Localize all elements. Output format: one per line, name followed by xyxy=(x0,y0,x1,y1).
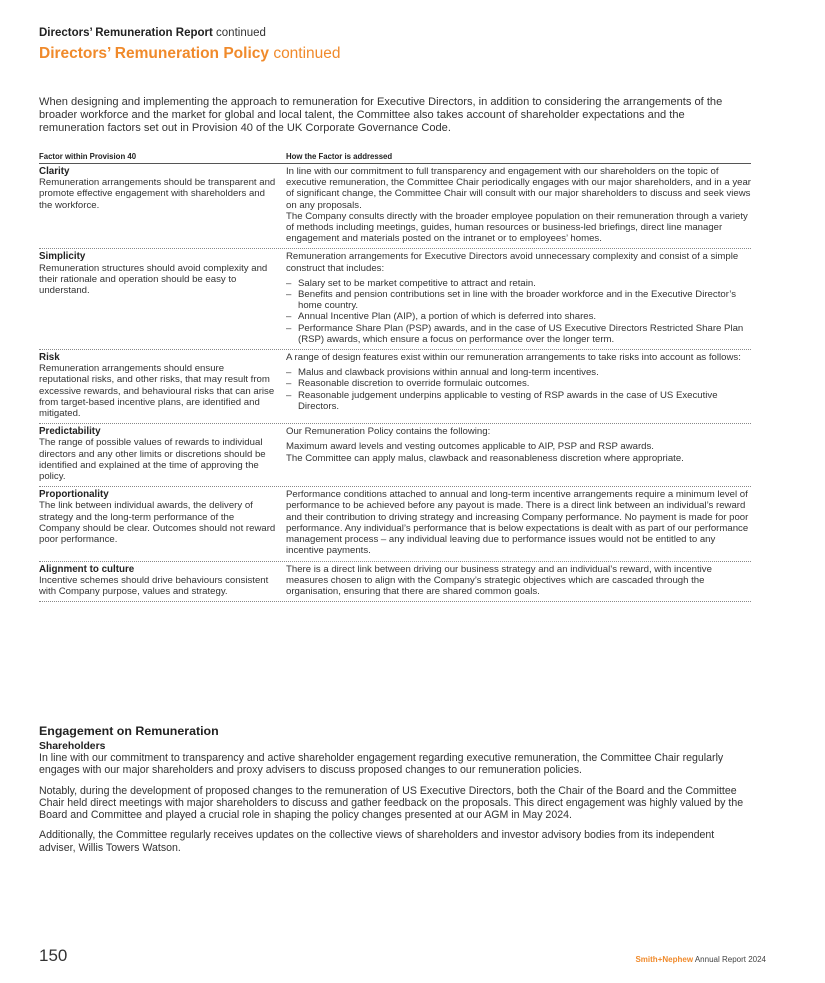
factor-cell xyxy=(39,426,286,482)
factor-title: Alignment to culture xyxy=(39,563,135,575)
factor-cell xyxy=(39,489,286,556)
table-header xyxy=(39,152,751,164)
factor-description: Remuneration arrangements should be transparent and promote effective engagement with shareholders and the workforce. xyxy=(39,177,276,211)
table-row-predictability xyxy=(39,424,751,487)
how-paragraph: Our Remuneration Policy contains the following: xyxy=(286,426,491,438)
how-cell xyxy=(286,489,751,556)
how-paragraph: A range of design features exist within our remuneration arrangements to take risks into account as follows: xyxy=(286,352,741,364)
factor-title: Simplicity xyxy=(39,251,86,263)
engagement-paragraph: Notably, during the development of proposed changes to the remuneration of US Executive Directors, both the Chair of the Board and the Committee Chair held direct meetings with major shareholders to discuss and gather feedback on the proposals. This direct engagement was highly valued by the Board and Committee and played a crucial role in shaping the policy changes presented at our AGM in May 2024. xyxy=(39,784,744,822)
engagement-title: Engagement on Remuneration xyxy=(39,724,219,738)
how-paragraph: In line with our commitment to full transparency and engagement with our shareholders on the topic of executive remuneration, the Committee Chair periodically engages with our major shareholders, and in a year of significant change, the Committee Chair will consult with our major shareholders to discuss and seek views on any proposals. xyxy=(286,166,752,211)
how-cell xyxy=(286,251,751,345)
how-paragraph: Performance conditions attached to annual and long-term incentive arrangements require a minimum level of performance to be achieved before any payout is made. There is a direct link between an individual’s reward and their contribution to driving strategy and increasing Company performance. No payment is made for poor performance. Any individual’s performance that is below expectations is dealt with as part of our performance management process – any individual leaving due to performance issues would not be entitled to any incentive payments. xyxy=(286,489,749,557)
provision-40-table xyxy=(39,152,751,602)
column-header-how: How the Factor is addressed xyxy=(286,152,393,161)
page-number: 150 xyxy=(39,946,68,965)
how-cell xyxy=(286,426,751,482)
section-header xyxy=(39,27,266,39)
factor-description: Incentive schemes should drive behaviours consistent with Company purpose, values and strategy. xyxy=(39,574,269,597)
table-row-clarity xyxy=(39,164,751,249)
factor-title: Risk xyxy=(39,352,60,364)
factor-description: The link between individual awards, the delivery of strategy and the long-term performance of the Company should be clear. Outcomes should not reward poor performance. xyxy=(39,500,276,546)
how-paragraph: The Company consults directly with the broader employee population on their remuneration through a variety of methods including meetings, guides, human resources or business-led briefings, direct line manager engagement and materials posted on the intranet or to employees’ homes. xyxy=(286,210,748,245)
table-row-alignment-to-culture xyxy=(39,562,751,603)
factor-cell xyxy=(39,564,286,598)
table-row-risk xyxy=(39,350,751,424)
bullet-list xyxy=(286,278,751,345)
footer xyxy=(635,955,766,964)
how-paragraph: Maximum award levels and vesting outcomes applicable to AIP, PSP and RSP awards. xyxy=(286,441,654,453)
list-item: – Salary set to be market competitive to attract and retain. xyxy=(286,278,751,289)
bullet-list xyxy=(286,367,751,412)
page-title-main: Directors’ Remuneration Policy xyxy=(39,45,269,62)
list-item: – Annual Incentive Plan (AIP), a portion of which is deferred into shares. xyxy=(286,311,751,322)
section-title: Directors’ Remuneration Report xyxy=(39,27,213,39)
how-paragraph: The Committee can apply malus, clawback and reasonableness discretion where appropriate. xyxy=(286,452,684,464)
factor-description: Remuneration arrangements should ensure reputational risks, and other risks, that may result from excessive rewards, and behavioural risks that can arise from target-based incentive plans, are identified and mitigated. xyxy=(39,363,275,420)
brand-logo: Smith+Nephew xyxy=(635,955,694,964)
factor-cell xyxy=(39,352,286,419)
how-cell xyxy=(286,564,751,598)
report-name: Annual Report 2024 xyxy=(694,955,766,964)
factor-description: The range of possible values of rewards to individual directors and any other limits or discretions should be identified and explained at the time of approving the policy. xyxy=(39,437,266,483)
page-title-suffix: continued xyxy=(273,45,341,62)
list-item: – Benefits and pension contributions set in line with the broader workforce and in the Executive Director’s home country. xyxy=(286,289,751,311)
factor-cell xyxy=(39,166,286,244)
intro-paragraph: When designing and implementing the approach to remuneration for Executive Directors, in addition to considering the arrangements of the broader workforce and the market for global and local talent, the Committee also takes account of shareholder expectations and the remuneration factors set out in Provision 40 of the UK Corporate Governance Code. xyxy=(39,96,723,135)
column-header-factor: Factor within Provision 40 xyxy=(39,152,137,161)
list-item: – Malus and clawback provisions within annual and long-term incentives. xyxy=(286,367,751,378)
engagement-paragraph: In line with our commitment to transparency and active shareholder engagement regarding executive remuneration, the Committee Chair regularly engages with our major shareholders and proxy advisers to discuss proposed changes to our remuneration policies. xyxy=(39,752,724,777)
engagement-paragraph: Additionally, the Committee regularly receives updates on the collective views of shareholders and investor advisory bodies from its independent adviser, Willis Towers Watson. xyxy=(39,829,715,854)
factor-description: Remuneration structures should avoid complexity and their rationale and operation should be easy to understand. xyxy=(39,262,268,297)
list-item: – Reasonable discretion to override formulaic outcomes. xyxy=(286,378,751,389)
section-suffix: continued xyxy=(216,27,266,39)
factor-title: Clarity xyxy=(39,166,70,177)
how-cell xyxy=(286,352,751,419)
how-cell xyxy=(286,166,751,244)
engagement-section xyxy=(39,724,751,862)
how-paragraph: There is a direct link between driving our business strategy and an individual’s reward, with incentive measures chosen to align with the Company’s strategic objectives which are cascaded through the organisation, ensuring that there are shared common goals. xyxy=(286,563,712,597)
table-row-simplicity xyxy=(39,249,751,350)
factor-cell xyxy=(39,251,286,345)
factor-title: Predictability xyxy=(39,426,101,438)
list-item: – Performance Share Plan (PSP) awards, and in the case of US Executive Directors Restricted Share Plan (RSP) awards, which ensure a focus on performance over the longer term. xyxy=(286,323,751,345)
list-item: – Reasonable judgement underpins applicable to vesting of RSP awards in the case of US Executive Directors. xyxy=(286,390,751,412)
factor-title: Proportionality xyxy=(39,489,109,501)
engagement-subtitle: Shareholders xyxy=(39,741,106,752)
page-title xyxy=(39,45,341,63)
table-row-proportionality xyxy=(39,487,751,561)
how-paragraph: Remuneration arrangements for Executive Directors avoid unnecessary complexity and consist of a simple construct that includes: xyxy=(286,251,739,274)
